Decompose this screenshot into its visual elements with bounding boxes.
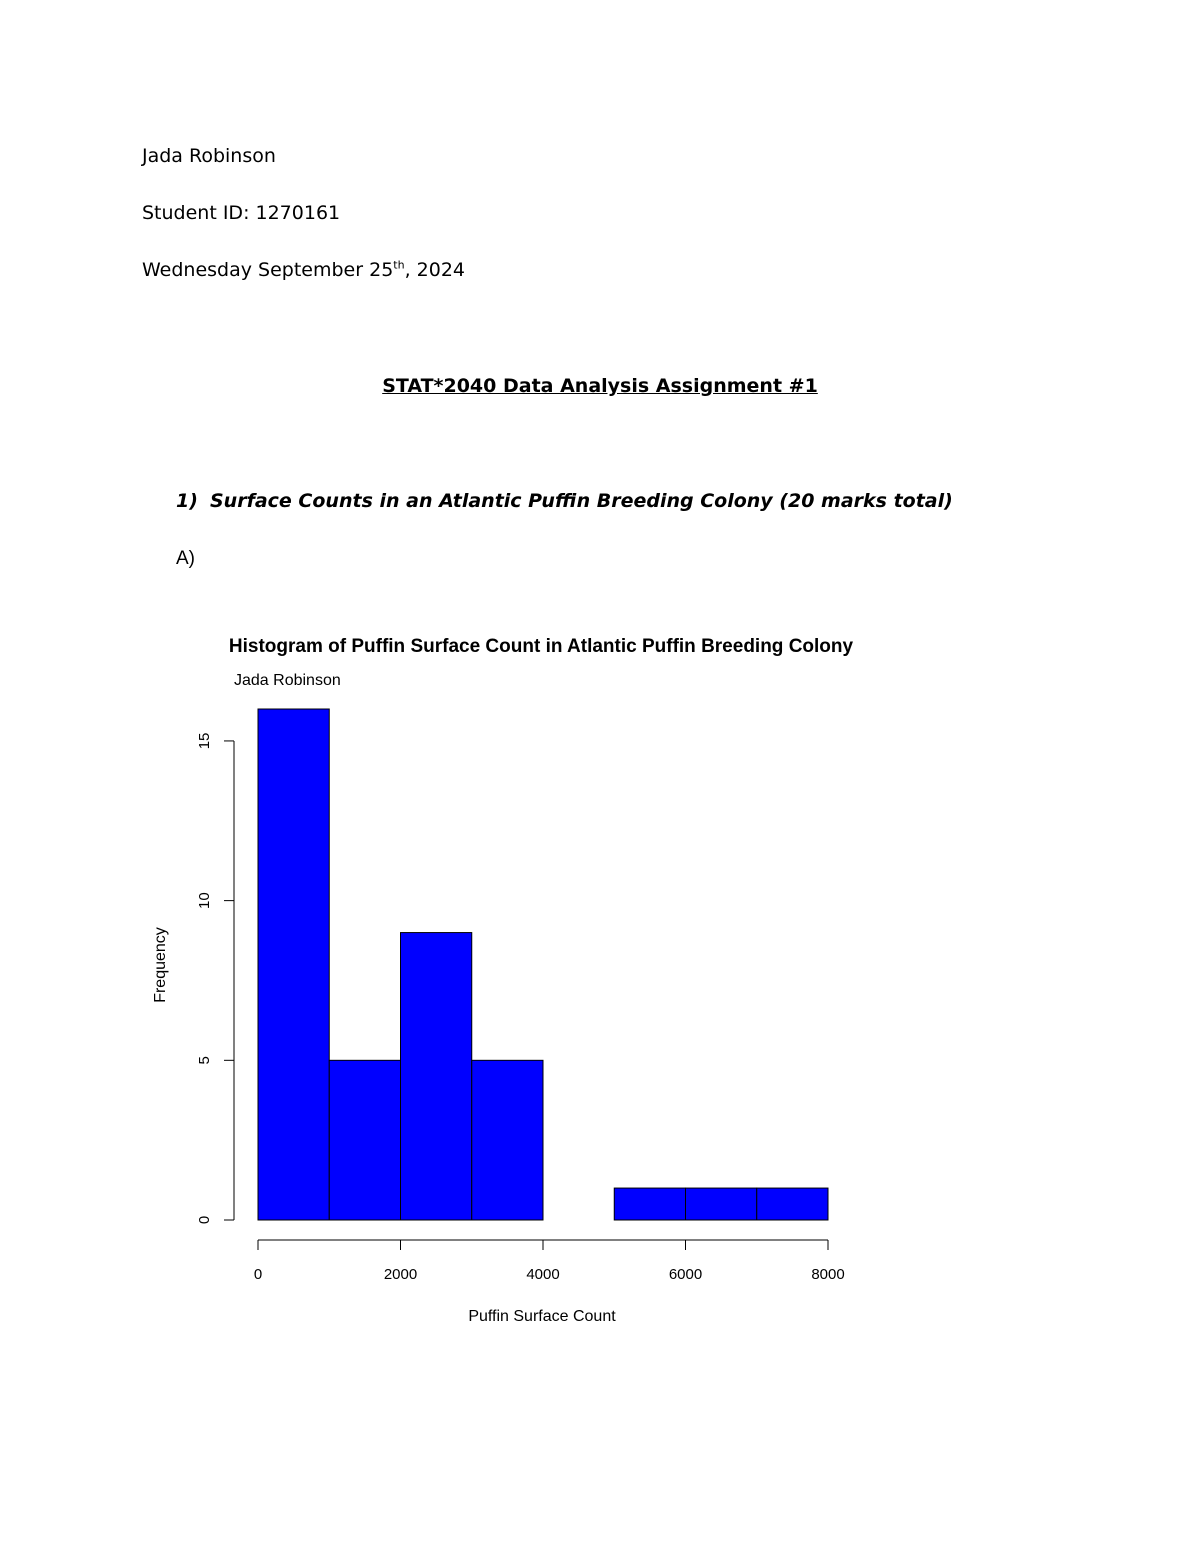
y-tick-label: 15 (196, 732, 213, 750)
date-text: Wednesday September 25 (142, 259, 394, 281)
histogram-bar-2 (401, 933, 472, 1220)
y-axis-label: Frequency (152, 927, 169, 1003)
histogram-bar-3 (472, 1060, 543, 1220)
y-tick-label: 5 (196, 1056, 213, 1065)
histogram-bars (258, 709, 828, 1220)
x-axis (254, 1240, 845, 1283)
y-axis (196, 733, 234, 1225)
x-tick-label: 4000 (526, 1266, 560, 1283)
x-axis-label: Puffin Surface Count (468, 1308, 616, 1325)
question-number: 1) (176, 490, 198, 512)
histogram-bar-1 (329, 1060, 400, 1220)
x-tick-label: 2000 (383, 1266, 418, 1283)
histogram-bar-7 (757, 1188, 828, 1220)
x-tick-label: 6000 (668, 1266, 703, 1283)
assignment-title: STAT*2040 Data Analysis Assignment #1 (382, 375, 818, 397)
question-text: Surface Counts in an Atlantic Puffin Breeding Colony (20 marks total) (210, 490, 953, 512)
x-tick-label: 0 (253, 1266, 263, 1283)
histogram-bar-6 (686, 1188, 757, 1220)
y-tick-label: 0 (196, 1215, 213, 1225)
author-name: Jada Robinson (142, 145, 276, 167)
part-label: A) (176, 548, 195, 569)
student-id: Student ID: 1270161 (142, 202, 341, 224)
date-ordinal-suffix: th (393, 258, 405, 272)
histogram-bar-5 (614, 1188, 685, 1220)
chart-title: Histogram of Puffin Surface Count in Atlantic Puffin Breeding Colony (228, 636, 854, 657)
x-tick-label: 8000 (811, 1266, 845, 1283)
histogram-bar-0 (258, 709, 329, 1220)
chart-subtitle: Jada Robinson (234, 672, 341, 689)
date-year: , 2024 (404, 259, 466, 281)
y-tick-label: 10 (196, 892, 213, 909)
